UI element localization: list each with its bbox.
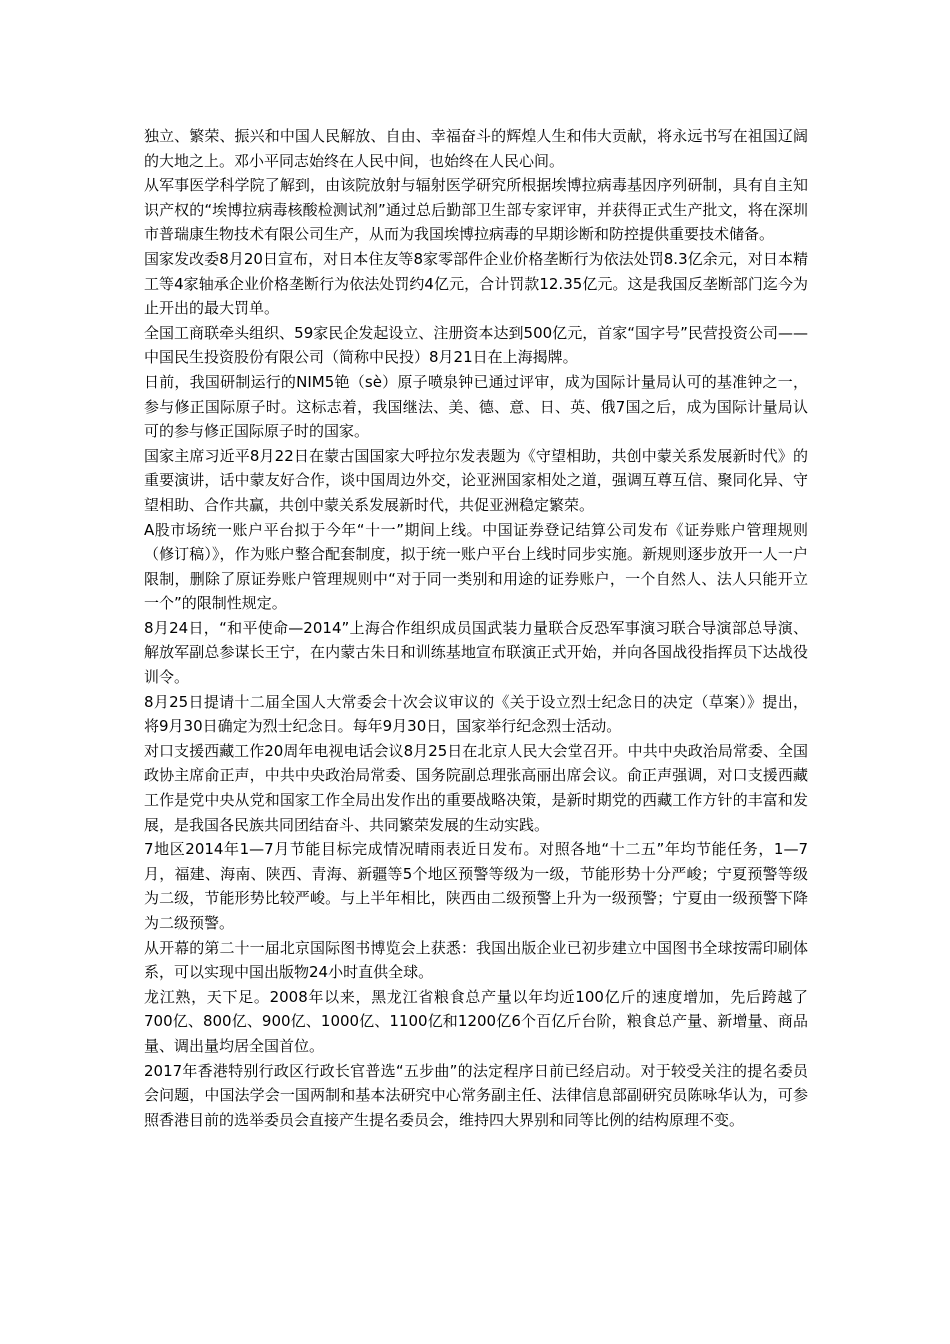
paragraph: 从开幕的第二十一届北京国际图书博览会上获悉：我国出版企业已初步建立中国图书全球按需印刷体系，可以实现中国出版物24小时直供全球。 [144,938,808,982]
paragraph: 对口支援西藏工作20周年电视电话会议8月25日在北京人民大会堂召开。中共中央政治局常委、全国政协主席俞正声，中共中央政治局常委、国务院副总理张高丽出席会议。俞正声强调，对口支援西藏工作是党中央从党和国家工作全局出发作出的重要战略决策，是新时期党的西藏工作方针的丰富和发展，是我国各民族共同团结奋斗、共同繁荣发展的生动实践。 [144,741,808,834]
paragraph: 全国工商联牵头组织、59家民企发起设立、注册资本达到500亿元，首家“国字号”民营投资公司——中国民生投资股份有限公司（简称中民投）8月21日在上海揭牌。 [144,323,808,367]
paragraph: 从军事医学科学院了解到，由该院放射与辐射医学研究所根据埃博拉病毒基因序列研制，具有自主知识产权的“埃博拉病毒核酸检测试剂”通过总后勤部卫生部专家评审，并获得正式生产批文，将在深圳市普瑞康生物技术有限公司生产，从而为我国埃博拉病毒的早期诊断和防控提供重要技术储备。 [144,176,808,244]
paragraph: 2017年香港特别行政区行政长官普选“五步曲”的法定程序日前已经启动。对于较受关注的提名委员会问题，中国法学会一国两制和基本法研究中心常务副主任、法律信息部副研究员陈咏华认为，可参照香港目前的选举委员会直接产生提名委员会，维持四大界别和同等比例的结构原理不变。 [144,1061,808,1129]
paragraph: 独立、繁荣、振兴和中国人民解放、自由、幸福奋斗的辉煌人生和伟大贡献，将永远书写在祖国辽阔的大地之上。邓小平同志始终在人民中间，也始终在人民心间。 [144,127,808,170]
paragraph: 龙江熟，天下足。2008年以来，黑龙江省粮食总产量以年均近100亿斤的速度增加，先后跨越了700亿、800亿、900亿、1000亿、1100亿和1200亿6个百亿斤台阶，粮食总产量、新增量、商品量、调出量均居全国首位。 [144,987,808,1055]
paragraph: 7地区2014年1—7月节能目标完成情况晴雨表近日发布。对照各地“十二五”年均节能任务，1—7月，福建、海南、陕西、青海、新疆等5个地区预警等级为一级，节能形势十分严峻；宁夏预警等级为二级，节能形势比较严峻。与上半年相比，陕西由二级预警上升为一级预警；宁夏由一级预警下降为二级预警。 [144,840,808,932]
paragraph: A股市场统一账户平台拟于今年“十一”期间上线。中国证券登记结算公司发布《证券账户管理规则（修订稿）》，作为账户整合配套制度，拟于统一账户平台上线时同步实施。新规则逐步放开一人一户限制，删除了原证券账户管理规则中“对于同一类别和用途的证券账户，一个自然人、法人只能开立一个”的限制性规定。 [144,520,808,613]
paragraph: 8月25日提请十二届全国人大常委会十次会议审议的《关于设立烈士纪念日的决定（草案）》提出，将9月30日确定为烈士纪念日。每年9月30日，国家举行纪念烈士活动。 [144,692,808,736]
paragraph: 国家主席习近平8月22日在蒙古国国家大呼拉尔发表题为《守望相助，共创中蒙关系发展新时代》的重要演讲，话中蒙友好合作，谈中国周边外交，论亚洲国家相处之道，强调互尊互信、聚同化异、守望相助、合作共赢，共创中蒙关系发展新时代，共促亚洲稳定繁荣。 [144,446,808,514]
paragraph: 国家发改委8月20日宣布，对日本住友等8家零部件企业价格垄断行为依法处罚8.3亿余元，对日本精工等4家轴承企业价格垄断行为依法处罚约4亿元，合计罚款12.35亿元。这是我国反垄断部门迄今为止开出的最大罚单。 [144,249,808,318]
paragraph: 8月24日，“和平使命—2014”上海合作组织成员国武装力量联合反恐军事演习联合导演部总导演、解放军副总参谋长王宁，在内蒙古朱日和训练基地宣布联演正式开始，并向各国战役指挥员下达战役训令。 [144,618,808,687]
paragraph: 日前，我国研制运行的NIM5铯（sè）原子喷泉钟已通过评审，成为国际计量局认可的基准钟之一，参与修正国际原子时。这标志着，我国继法、美、德、意、日、英、俄7国之后，成为国际计量局认可的参与修正国际原子时的国家。 [144,372,808,441]
document-body [144,124,808,1132]
